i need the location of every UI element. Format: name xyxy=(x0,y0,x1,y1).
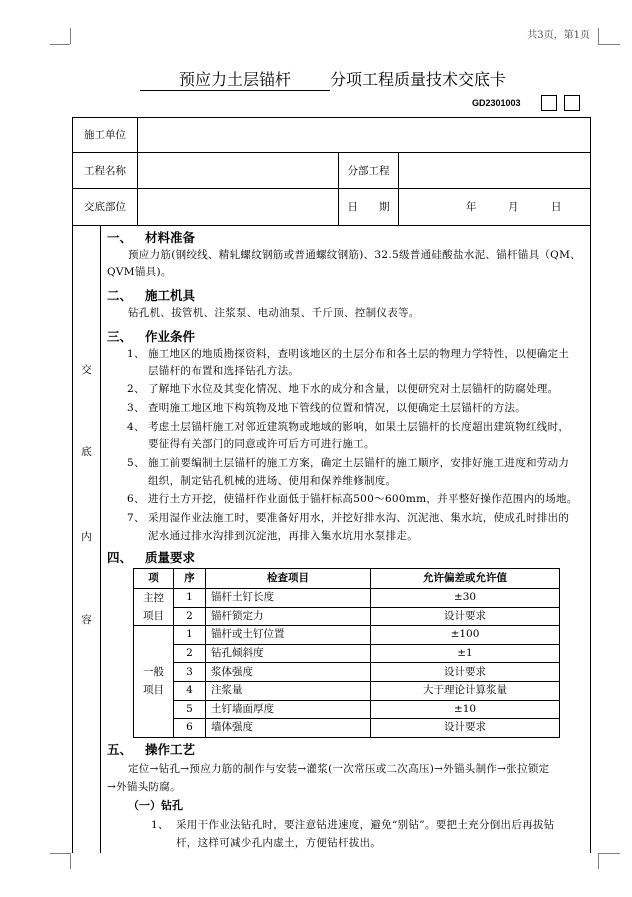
section-heading-work-conditions xyxy=(101,329,590,345)
division-value xyxy=(398,152,591,189)
side-label-char: 交 xyxy=(81,364,92,376)
list-item-line: 了解地下水位及其变化情况、地下水的成分和含量，以便研究对土层锚杆的防腐处理。 xyxy=(148,383,559,395)
list-item-number: 6、 xyxy=(127,493,145,505)
crop-mark-top-left-v xyxy=(70,28,71,44)
row-check-item: 墙体强度 xyxy=(206,719,371,738)
table-row xyxy=(134,719,560,738)
title-card-name: 分项工程质量技术交底卡 xyxy=(330,70,507,89)
header-category: 项 xyxy=(134,569,174,589)
date-value xyxy=(398,188,591,226)
row-tolerance: 大于理论计算浆量 xyxy=(371,681,560,700)
crop-mark-top-right-v xyxy=(598,28,599,44)
date-day-label: 日 xyxy=(551,201,562,213)
row-sequence: 6 xyxy=(174,719,206,738)
list-item-line: 杆，这样可减少孔内虚土，方便钻杆拔出。 xyxy=(176,837,382,849)
list-item-number: 1、 xyxy=(127,348,145,360)
row-tolerance: ±100 xyxy=(371,626,560,645)
row-sequence: 2 xyxy=(174,607,206,626)
crop-mark-bottom-left-v xyxy=(70,853,71,869)
list-item-number: 2、 xyxy=(127,383,145,395)
equipment-text-line: 钻孔机、拔管机、注浆泵、电动油泵、千斤顶、控制仪表等。 xyxy=(128,307,420,319)
list-item-line: 组织，制定钻孔机械的进场、使用和保养维修制度。 xyxy=(148,475,397,487)
side-label-char: 底 xyxy=(81,446,92,458)
quality-requirements-table xyxy=(133,568,560,738)
section-heading-procedure xyxy=(101,742,590,758)
row-sequence: 4 xyxy=(174,681,206,700)
blank-box-1 xyxy=(541,95,557,111)
group-label-general xyxy=(134,626,174,738)
row-sequence: 1 xyxy=(174,626,206,645)
side-label-char: 内 xyxy=(81,531,92,543)
document-code: GD2301003 xyxy=(472,98,521,108)
header-tolerance: 允许偏差或允许值 xyxy=(371,569,560,589)
section-number: 二、 xyxy=(107,288,133,303)
crop-mark-top-right-h xyxy=(598,44,620,45)
table-row xyxy=(134,589,560,608)
row-check-item: 浆体强度 xyxy=(206,663,371,682)
blank-box-2 xyxy=(564,95,580,111)
subsection-heading-drilling: （一）钻孔 xyxy=(128,799,183,812)
row-tolerance: 设计要求 xyxy=(371,607,560,626)
list-item-number: 3、 xyxy=(127,402,145,414)
row-tolerance: ±30 xyxy=(371,589,560,608)
table-row xyxy=(134,607,560,626)
group-label-main-control xyxy=(134,589,174,626)
materials-text-line: 预应力筋(钢绞线、精轧螺纹钢筋或普通螺纹钢筋)、32.5级普通硅酸盐水泥、锚杆锚具（QM、 xyxy=(128,249,581,261)
list-item-line: 层锚杆的布置和选择钻孔方法。 xyxy=(148,365,300,377)
list-item-line: 考虑土层锚杆施工对邻近建筑物或地域的影响，如果土层锚杆的长度超出建筑物红线时， xyxy=(148,421,570,433)
section-title: 施工机具 xyxy=(145,288,196,303)
list-item-line: 采用干作业法钻孔时，要注意钻进速度，避免“别钻”。要把土充分倒出后再拔钻 xyxy=(176,819,555,831)
table-row xyxy=(134,700,560,719)
list-item-line: 采用湿作业法施工时，要准备好用水，并挖好排水沟、沉泥池、集水坑，使成孔时排出的 xyxy=(148,512,570,524)
row-tolerance: 设计要求 xyxy=(371,663,560,682)
handover-part-label: 交底部位 xyxy=(72,188,138,226)
section-number: 四、 xyxy=(107,550,133,565)
row-check-item: 锚杆土钉长度 xyxy=(206,589,371,608)
group-label-line: 项目 xyxy=(143,684,164,697)
page-indicator: 共3页，第1页 xyxy=(527,30,590,41)
row-check-item: 注浆量 xyxy=(206,681,371,700)
list-item-line: 施工前要编制土层锚杆的施工方案，确定土层锚杆的施工顺序，安排好施工进度和劳动力 xyxy=(148,457,570,469)
row-check-item: 锚杆或土钉位置 xyxy=(206,626,371,645)
crop-mark-bottom-right-h xyxy=(598,853,620,854)
construction-unit-value xyxy=(137,117,591,153)
section-heading-quality xyxy=(101,550,590,566)
row-check-item: 锚杆锁定力 xyxy=(206,607,371,626)
title-subproject-name: 预应力土层锚杆 xyxy=(140,70,330,91)
group-label-line: 一般 xyxy=(143,666,164,679)
list-item-line: 要征得有关部门的同意或许可后方可进行施工。 xyxy=(148,438,375,450)
date-label: 日 期 xyxy=(338,188,399,226)
list-item-number: 5、 xyxy=(127,457,145,469)
side-label-char: 容 xyxy=(81,614,92,626)
list-item-line: 施工地区的地质勘探资料，查明该地区的土层分布和各土层的物理力学特性，以便确定土 xyxy=(148,348,570,360)
list-item-number: 1、 xyxy=(151,819,169,831)
row-sequence: 1 xyxy=(174,589,206,608)
list-item-line: 泥水通过排水沟排到沉淀池，再排入集水坑用水泵排走。 xyxy=(148,530,418,542)
header-sequence: 序 xyxy=(174,569,206,589)
table-row xyxy=(134,644,560,663)
materials-text-line: QVM锚具)。 xyxy=(107,266,172,278)
row-tolerance: ±1 xyxy=(371,644,560,663)
document-title xyxy=(140,70,506,91)
row-tolerance: ±10 xyxy=(371,700,560,719)
division-label: 分部工程 xyxy=(338,152,399,189)
row-sequence: 3 xyxy=(174,663,206,682)
procedure-text-line: 定位→钻孔→预应力筋的制作与安装→灌浆(一次常压或二次高压)→外锚头制作→张拉锁定 xyxy=(128,763,550,775)
header-check-item: 检查项目 xyxy=(206,569,371,589)
group-label-line: 主控 xyxy=(143,592,164,605)
section-heading-materials xyxy=(101,230,590,246)
date-month-label: 月 xyxy=(508,201,519,213)
construction-unit-label: 施工单位 xyxy=(72,117,138,153)
group-label-line: 项目 xyxy=(143,610,164,623)
table-header-row xyxy=(134,569,560,589)
crop-mark-bottom-right-v xyxy=(598,853,599,869)
list-item-number: 7、 xyxy=(127,512,145,524)
procedure-text-line: →外锚头防腐。 xyxy=(107,781,181,793)
handover-content xyxy=(100,225,591,853)
table-row xyxy=(134,626,560,645)
row-check-item: 土钉墙面厚度 xyxy=(206,700,371,719)
section-number: 一、 xyxy=(107,230,133,245)
list-item-line: 查明施工地区地下构筑物及地下管线的位置和情况，以便确定土层锚杆的方法。 xyxy=(148,402,526,414)
row-sequence: 2 xyxy=(174,644,206,663)
project-name-label: 工程名称 xyxy=(72,152,138,189)
section-title: 质量要求 xyxy=(145,550,196,565)
row-tolerance: 设计要求 xyxy=(371,719,560,738)
section-number: 三、 xyxy=(107,329,133,344)
row-check-item: 钻孔倾斜度 xyxy=(206,644,371,663)
handover-part-value xyxy=(137,188,339,226)
section-title: 操作工艺 xyxy=(145,742,196,757)
crop-mark-top-left-h xyxy=(50,44,70,45)
section-number: 五、 xyxy=(107,742,133,757)
row-sequence: 5 xyxy=(174,700,206,719)
handover-content-side-label xyxy=(72,225,101,853)
section-heading-equipment xyxy=(101,288,590,304)
project-name-value xyxy=(137,152,339,189)
list-item-line: 进行土方开挖，使锚杆作业面低于锚杆标高500～600mm，并平整好操作范围内的场地。 xyxy=(148,493,578,505)
list-item-number: 4、 xyxy=(127,421,145,433)
date-year-label: 年 xyxy=(466,201,477,213)
table-row xyxy=(134,663,560,682)
section-title: 作业条件 xyxy=(145,329,196,344)
section-title: 材料准备 xyxy=(145,230,196,245)
crop-mark-bottom-left-h xyxy=(50,853,70,854)
table-row xyxy=(134,681,560,700)
